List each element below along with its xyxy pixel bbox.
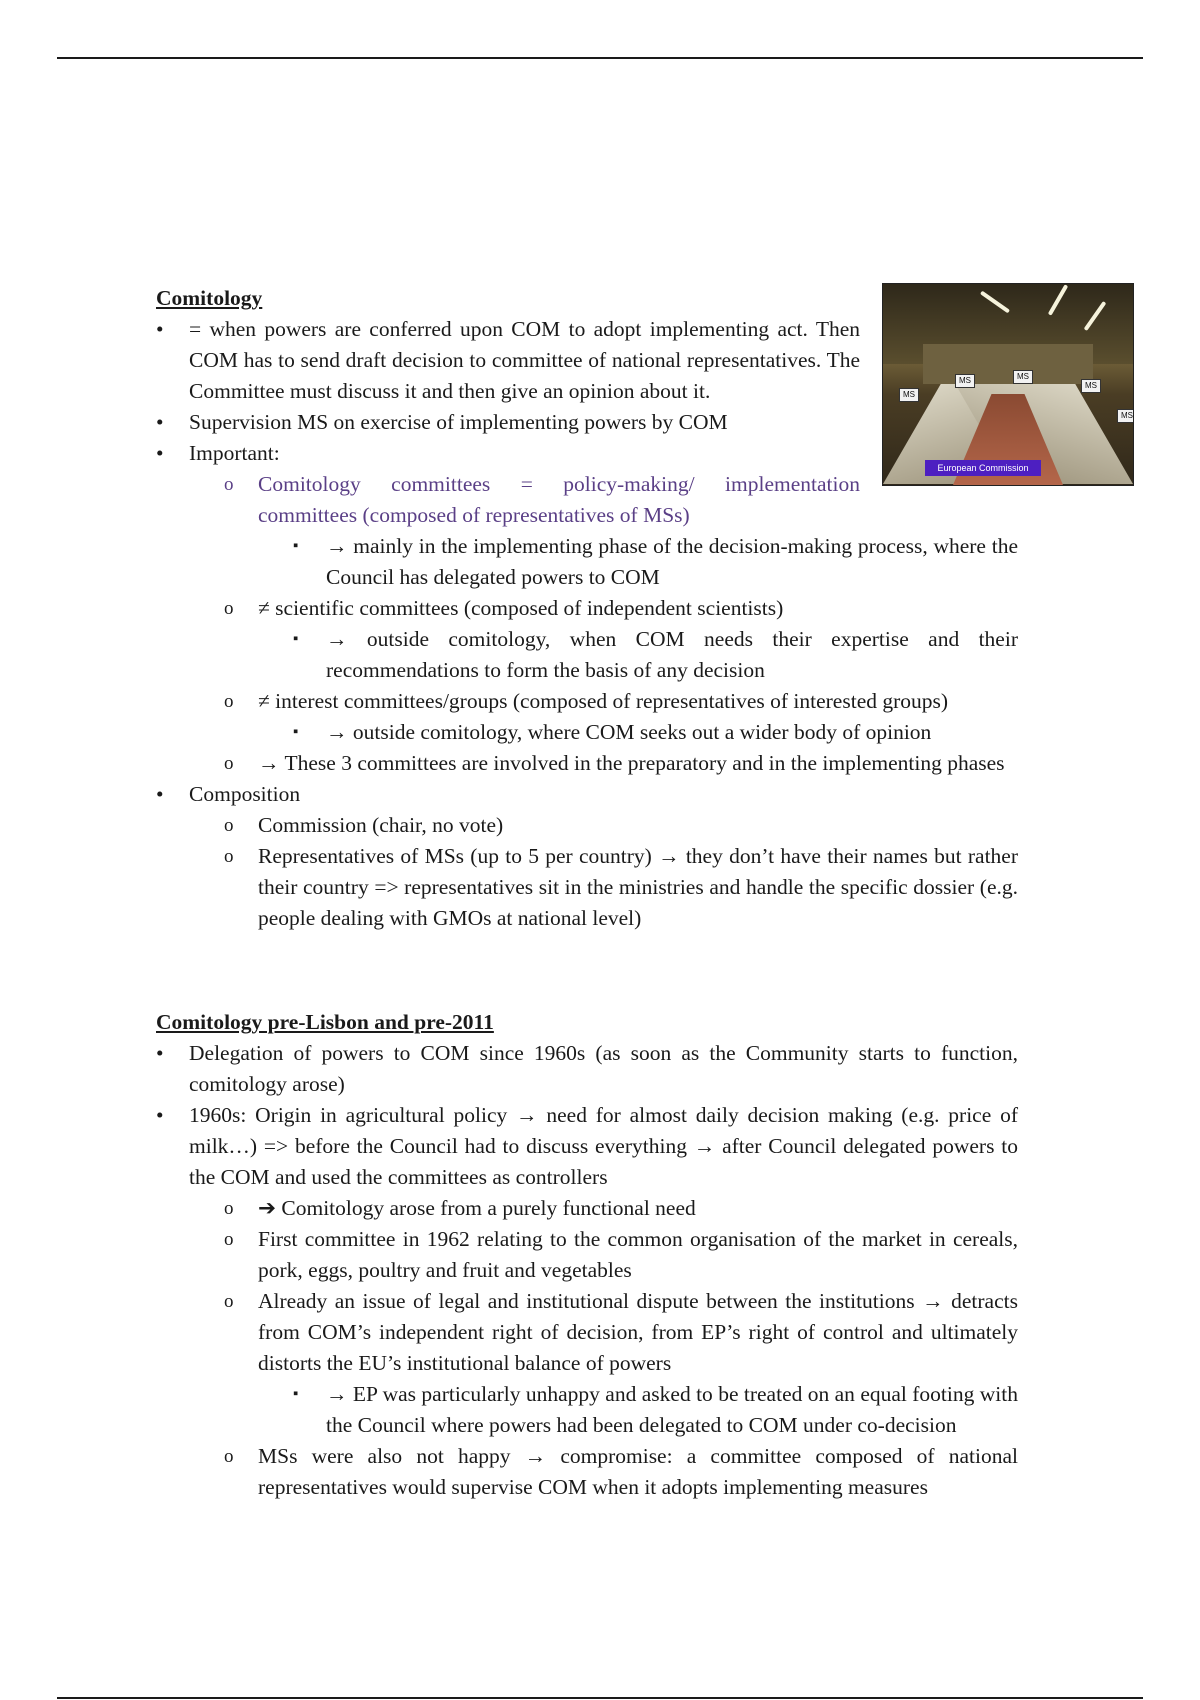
square-marker: ▪ [293,1386,299,1402]
sub-sub-bullet-text: → outside comitology, where COM seeks out a wider body of opinion [326,720,932,744]
sub-bullet-marker: o [224,1446,234,1467]
sub-bullet-marker: o [224,753,234,774]
sub-bullet-text: Comitology committees = policy-making/ implementation committees (composed of representatives of MSs) [258,472,860,527]
bullet-text: Composition [189,782,301,806]
sub-bullet [156,810,1018,841]
sub-bullet-marker: o [224,815,234,836]
sub-bullet-marker: o [224,691,234,712]
sub-bullet-marker: o [224,474,234,495]
sub-bullet-text: ➔ Comitology arose from a purely functional need [258,1196,696,1220]
sub-bullet [156,593,1018,624]
bullet [156,779,1018,810]
ms-tag: MS [955,374,975,388]
sub-bullet [156,1441,1018,1503]
bullet-text: Important: [189,441,280,465]
section-title-pre-lisbon: Comitology pre-Lisbon and pre-2011 [156,1010,494,1034]
bullet-marker: • [156,1041,164,1065]
ms-tag: MS [899,388,919,402]
square-marker: ▪ [293,724,299,740]
bullet [156,314,860,407]
sub-bullet-text: Already an issue of legal and institutional dispute between the institutions → detracts from COM’s independent right of decision, from EP’s right of control and ultimately distorts the EU’s institutional balance of powers [258,1289,1018,1375]
sub-bullet-text: → These 3 committees are involved in the preparatory and in the implementing phases [258,751,1005,775]
document-body [156,283,1018,1503]
sub-bullet-text: Representatives of MSs (up to 5 per country) → they don’t have their names but rather their country => representatives sit in the ministries and handle the specific dossier (e.g. people dealing with GMOs at national level) [258,844,1018,930]
ms-tag: MS [1081,379,1101,393]
sub-bullet [156,469,860,531]
sub-sub-bullet [156,624,1018,686]
sub-bullet [156,1224,1018,1286]
sub-sub-bullet [156,717,1018,748]
sub-bullet-text: ≠ interest committees/groups (composed of representatives of interested groups) [258,689,949,713]
bullet-marker: • [156,317,164,341]
sub-bullet-text: Commission (chair, no vote) [258,813,504,837]
ms-tag: MS [1117,409,1134,423]
sub-bullet [156,841,1018,934]
bullet-marker: • [156,410,164,434]
square-marker: ▪ [293,631,299,647]
sub-sub-bullet [156,1379,1018,1441]
sub-bullet [156,686,1018,717]
sub-bullet-marker: o [224,1229,234,1250]
bullet-text: Delegation of powers to COM since 1960s (as soon as the Community starts to function, comitology arose) [189,1041,1018,1096]
sub-bullet-marker: o [224,1198,234,1219]
bullet [156,438,860,469]
bullet [156,1100,1018,1193]
sub-sub-bullet-text: → mainly in the implementing phase of the decision-making process, where the Council has delegated powers to COM [326,534,1018,589]
bullet [156,407,860,438]
sub-sub-bullet-text: → outside comitology, when COM needs their expertise and their recommendations to form the basis of any decision [326,627,1018,682]
sub-bullet [156,748,1018,779]
bullet-text: = when powers are conferred upon COM to adopt implementing act. Then COM has to send draft decision to committee of national representatives. The Committee must discuss it and then give an opinion about it. [189,317,860,403]
sub-bullet-marker: o [224,598,234,619]
bullet-text: Supervision MS on exercise of implementing powers by COM [189,410,728,434]
bullet [156,1038,1018,1100]
sub-bullet-text: ≠ scientific committees (composed of independent scientists) [258,596,784,620]
sub-bullet-marker: o [224,1291,234,1312]
bullet-marker: • [156,782,164,806]
section-title-comitology: Comitology [156,286,263,310]
bullet-text: 1960s: Origin in agricultural policy → need for almost daily decision making (e.g. price of milk…) => before the Council had to discuss everything → after Council delegated powers to the COM and used the committees as controllers [189,1103,1018,1189]
sub-bullet [156,1193,1018,1224]
square-marker: ▪ [293,538,299,554]
sub-sub-bullet-text: → EP was particularly unhappy and asked to be treated on an equal footing with the Council where powers had been delegated to COM under co-decision [326,1382,1018,1437]
sub-bullet-text: First committee in 1962 relating to the common organisation of the market in cereals, pork, eggs, poultry and fruit and vegetables [258,1227,1018,1282]
sub-bullet-marker: o [224,846,234,867]
bullet-marker: • [156,441,164,465]
european-commission-label: European Commission [925,460,1041,476]
header-rule [57,57,1143,59]
sub-bullet-text: MSs were also not happy → compromise: a committee composed of national representatives would supervise COM when it adopts implementing measures [258,1444,1018,1499]
bullet-marker: • [156,1103,164,1127]
sub-bullet [156,1286,1018,1379]
footer-rule [57,1697,1143,1699]
ms-tag: MS [1013,370,1033,384]
sub-sub-bullet [156,531,1018,593]
